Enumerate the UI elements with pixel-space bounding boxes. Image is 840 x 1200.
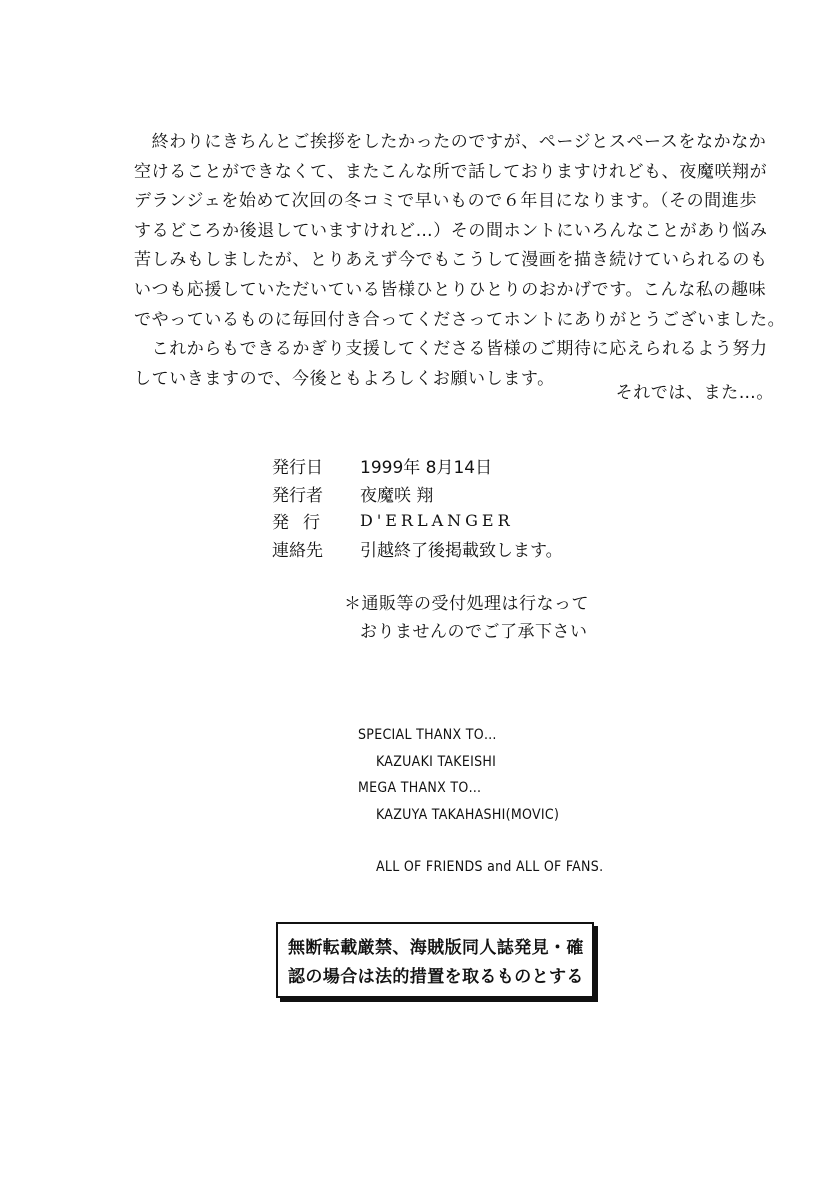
circle-value: D'ERLANGER bbox=[360, 511, 514, 531]
colophon-row-circle bbox=[272, 507, 563, 535]
thanks-section bbox=[358, 722, 603, 881]
all-thanks: ALL OF FRIENDS and ALL OF FANS. bbox=[376, 859, 604, 875]
warning-line: 無断転載厳禁、海賊版同人誌発見・確 bbox=[288, 938, 584, 958]
sign-off: それでは、また…。 bbox=[615, 383, 774, 403]
note-line: おりませんのでご了承下さい bbox=[360, 622, 588, 642]
message-line: 苦しみもしましたが、とりあえず今でもこうして漫画を描き続けていられるのも bbox=[134, 250, 768, 271]
spacer bbox=[358, 828, 603, 854]
message-line: 終わりにきちんとご挨拶をしたかったのですが、ページとスペースをなかなか bbox=[134, 132, 767, 152]
contact-label: 連絡先 bbox=[272, 540, 323, 561]
note-line: ＊通販等の受付処理は行なって bbox=[344, 594, 589, 614]
message-line: デランジェを始めて次回の冬コミで早いもので６年目になります。（その間進歩 bbox=[134, 191, 757, 212]
special-thanks-heading: SPECIAL THANX TO… bbox=[358, 727, 497, 743]
message-line: するどころか後退していますけれど…）その間ホントにいろんなことがあり悩み bbox=[134, 220, 768, 241]
colophon bbox=[272, 452, 563, 562]
issue-date-label: 発行日 bbox=[272, 458, 323, 479]
message-line: していきますので、今後ともよろしくお願いします。 bbox=[134, 368, 555, 389]
circle-label: 発行 bbox=[272, 513, 334, 534]
message-line: いつも応援していただいている皆様ひとりひとりのおかげです。こんな私の趣味 bbox=[134, 279, 767, 300]
special-thanks-name: KAZUAKI TAKEISHI bbox=[376, 753, 497, 770]
mail-order-note bbox=[344, 590, 589, 646]
colophon-row-issue-date bbox=[272, 452, 563, 480]
issue-date-value: 1999年 8月14日 bbox=[360, 458, 493, 479]
colophon-row-contact bbox=[272, 535, 563, 563]
publisher-value: 夜魔咲 翔 bbox=[360, 485, 434, 506]
warning-line: 認の場合は法的措置を取るものとする bbox=[288, 967, 584, 987]
afterword-message bbox=[134, 128, 784, 394]
message-line: 空けることができなくて、またこんな所で話しておりますけれども、夜魔咲翔が bbox=[134, 161, 768, 182]
colophon-row-publisher bbox=[272, 480, 563, 508]
mega-thanks-name: KAZUYA TAKAHASHI(MOVIC) bbox=[376, 806, 560, 823]
message-line: これからもできるかぎり支援してくださる皆様のご期待に応えられるよう努力 bbox=[134, 339, 768, 360]
contact-value: 引越終了後掲載致します。 bbox=[360, 540, 563, 561]
mega-thanks-heading: MEGA THANX TO… bbox=[358, 780, 482, 796]
message-line: でやっているものに毎回付き合ってくださってホントにありがとうございました。 bbox=[134, 309, 786, 330]
copyright-warning-box bbox=[276, 922, 594, 998]
publisher-label: 発行者 bbox=[272, 485, 323, 506]
